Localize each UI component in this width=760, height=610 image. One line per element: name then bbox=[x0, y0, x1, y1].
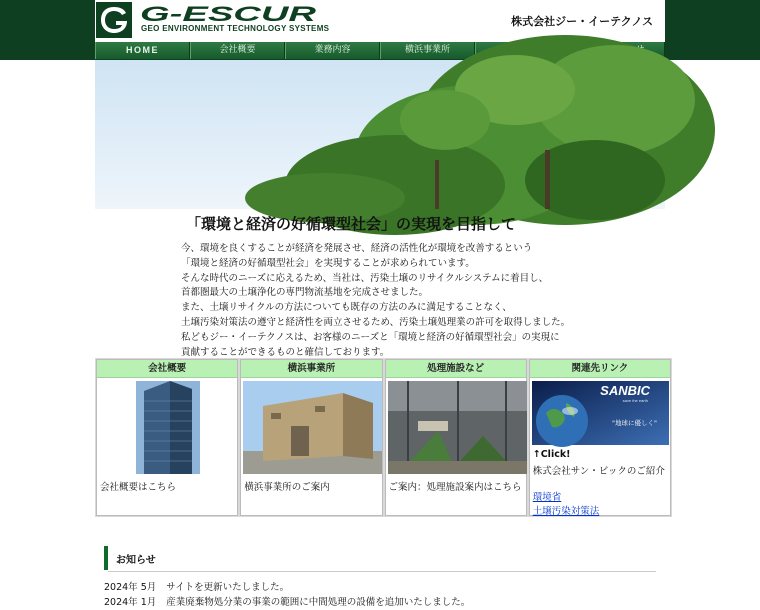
news-text: サイトを更新いたしました。 bbox=[166, 582, 290, 593]
svg-text:"地球に優しく": "地球に優しく" bbox=[611, 419, 657, 427]
click-hint: ↑Click! bbox=[532, 449, 571, 460]
news-item bbox=[104, 595, 664, 610]
intro-line: また、土壌リサイクルの方法についても既存の方法のみに満足することなく、 bbox=[181, 302, 512, 314]
company-name: 株式会社ジー・イーテクノス bbox=[511, 15, 653, 28]
card-caption[interactable]: 株式会社サン・ビックのご紹介 bbox=[532, 466, 665, 477]
nav-company[interactable]: 会社概要 bbox=[190, 42, 285, 59]
intro-line: 土壌汚染対策法の遵守と経済性を両立させるため、汚染土壌処理業の許可を取得しました。 bbox=[181, 316, 571, 328]
card-links bbox=[529, 359, 671, 516]
news-date: 2024年 5月 bbox=[104, 582, 157, 593]
intro-line: そんな時代のニーズに応えるため、当社は、汚染土壌のリサイクルシステムに着目し、 bbox=[181, 272, 549, 284]
card-facilities bbox=[385, 359, 527, 516]
intro-line: 首都圏最大の土壌浄化の専門物流基地を完成させました。 bbox=[181, 287, 429, 299]
card-yokohama bbox=[240, 359, 382, 516]
link-soil-law[interactable]: 土壌汚染対策法 bbox=[532, 506, 600, 517]
card-title: 関連先リンク bbox=[530, 360, 670, 378]
page-headline: 「環境と経済の好循環型社会」の実現を目指して bbox=[186, 215, 517, 233]
card-title: 横浜事業所 bbox=[241, 360, 381, 378]
news-text: 産業廃棄物処分業の事業の範囲に中間処理の設備を追加いたしました。 bbox=[166, 597, 471, 608]
link-ministry-environment[interactable]: 環境省 bbox=[532, 492, 562, 503]
intro-line: 今、環境を良くすることが経済を発展させ、経済の活性化が環境を改善するという bbox=[181, 243, 533, 254]
nav-yokohama[interactable]: 横浜事業所 bbox=[380, 42, 475, 59]
card-caption[interactable]: 会社概要はこちら bbox=[100, 482, 177, 493]
card-caption[interactable]: ご案内：処理施設案内はこちら bbox=[388, 482, 522, 493]
yokohama-office-image[interactable] bbox=[243, 381, 382, 474]
logo-mark-icon[interactable] bbox=[96, 2, 132, 38]
intro-line: 「環境と経済の好循環型社会」を実現することが求められています。 bbox=[181, 257, 475, 269]
company-building-image[interactable] bbox=[136, 381, 200, 474]
facility-image[interactable] bbox=[388, 381, 527, 474]
svg-text:save the earth: save the earth bbox=[622, 398, 648, 403]
nav-home[interactable]: HOME bbox=[95, 42, 190, 59]
news-date: 2024年 1月 bbox=[104, 597, 157, 608]
intro-line: 貢献することができるものと確信しております。 bbox=[181, 346, 390, 358]
news-accent-bar bbox=[104, 546, 108, 570]
feature-grid bbox=[95, 358, 672, 517]
card-title: 処理施設など bbox=[386, 360, 526, 378]
intro-text bbox=[181, 242, 581, 360]
news-item bbox=[104, 580, 664, 595]
card-title: 会社概要 bbox=[97, 360, 237, 378]
news-list bbox=[104, 580, 664, 610]
svg-text:SANBIC: SANBIC bbox=[599, 383, 650, 398]
nav-services[interactable]: 業務内容 bbox=[285, 42, 380, 59]
sanbic-banner[interactable] bbox=[532, 381, 669, 445]
news-title: お知らせ bbox=[116, 555, 156, 566]
intro-line: 私どもジー・イーテクノスは、お客様のニーズと「環境と経済の好循環型社会」の実現に bbox=[181, 331, 560, 343]
card-company bbox=[96, 359, 238, 516]
card-caption[interactable]: 横浜事業所のご案内 bbox=[244, 482, 330, 493]
hero-image bbox=[95, 60, 665, 209]
logo-subtitle: GEO ENVIRONMENT TECHNOLOGY SYSTEMS bbox=[141, 24, 330, 33]
news-divider bbox=[108, 571, 656, 572]
logo-wordmark[interactable] bbox=[140, 3, 320, 25]
svg-text:G-ESCUR: G-ESCUR bbox=[140, 3, 318, 26]
